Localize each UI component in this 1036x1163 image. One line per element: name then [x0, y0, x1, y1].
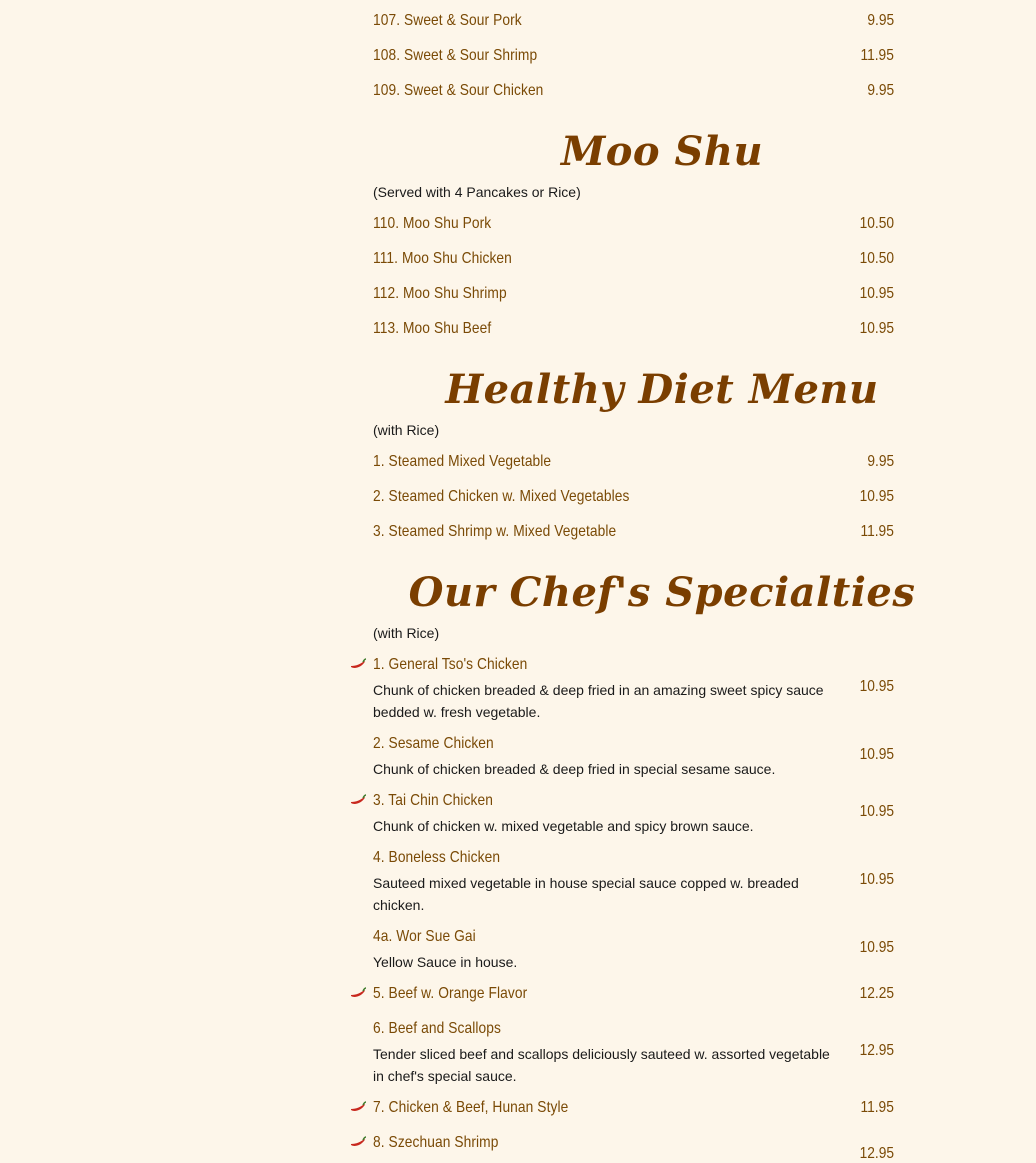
- item-price: 10.95: [859, 285, 894, 302]
- item-price: 10.95: [859, 678, 894, 695]
- chili-pepper-icon: [349, 1101, 367, 1113]
- item-name: 1. General Tso's Chicken: [373, 656, 528, 673]
- item-description: Yellow Sauce in house.: [373, 954, 518, 970]
- menu-item: [373, 82, 894, 104]
- item-price: 10.95: [859, 871, 894, 888]
- item-name: 3. Steamed Shrimp w. Mixed Vegetable: [373, 523, 617, 540]
- section-note: (with Rice): [373, 422, 440, 438]
- item-name: 7. Chicken & Beef, Hunan Style: [373, 1099, 569, 1116]
- menu-item: [373, 792, 894, 836]
- chili-pepper-icon: [349, 794, 367, 806]
- item-price: 12.25: [859, 985, 894, 1002]
- menu-item: [373, 47, 894, 69]
- item-price: 10.95: [859, 488, 894, 505]
- item-price: 9.95: [867, 82, 894, 99]
- item-price: 9.95: [867, 12, 894, 29]
- item-price: 10.95: [859, 803, 894, 820]
- menu-item: [373, 215, 894, 237]
- item-price: 10.95: [859, 746, 894, 763]
- section-title-healthy-diet: Healthy Diet Menu: [445, 366, 879, 413]
- item-price: 10.95: [859, 939, 894, 956]
- item-description: Chunk of chicken w. mixed vegetable and spicy brown sauce.: [373, 818, 754, 834]
- item-description: Chunk of chicken breaded & deep fried in an amazing sweet spicy sauce bedded w. fresh vegetable.: [373, 682, 824, 720]
- menu-item: [373, 250, 894, 272]
- item-description: Chunk of chicken breaded & deep fried in special sesame sauce.: [373, 761, 776, 777]
- item-name: 4. Boneless Chicken: [373, 849, 501, 866]
- item-price: 12.95: [859, 1145, 894, 1162]
- menu-item: [373, 285, 894, 307]
- item-name: 3. Tai Chin Chicken: [373, 792, 493, 809]
- section-note: (Served with 4 Pancakes or Rice): [373, 184, 581, 200]
- item-name: 111. Moo Shu Chicken: [373, 250, 512, 267]
- item-name: 109. Sweet & Sour Chicken: [373, 82, 544, 99]
- item-price: 10.95: [859, 320, 894, 337]
- item-name: 2. Steamed Chicken w. Mixed Vegetables: [373, 488, 630, 505]
- item-name: 4a. Wor Sue Gai: [373, 928, 476, 945]
- chili-pepper-icon: [349, 1136, 367, 1148]
- menu-item: [373, 453, 894, 475]
- item-name: 5. Beef w. Orange Flavor: [373, 985, 528, 1002]
- item-name: 1. Steamed Mixed Vegetable: [373, 453, 552, 470]
- menu-item: [373, 488, 894, 510]
- menu-item: [373, 849, 894, 915]
- item-name: 112. Moo Shu Shrimp: [373, 285, 507, 302]
- item-name: 8. Szechuan Shrimp: [373, 1134, 499, 1151]
- menu-item: [373, 656, 894, 722]
- item-price: 9.95: [867, 453, 894, 470]
- menu-item: [373, 320, 894, 342]
- item-name: 107. Sweet & Sour Pork: [373, 12, 522, 29]
- item-price: 10.50: [859, 215, 894, 232]
- item-price: 11.95: [860, 1099, 894, 1116]
- menu-item: [373, 12, 894, 34]
- item-name: 110. Moo Shu Pork: [373, 215, 492, 232]
- menu-item: [373, 1134, 894, 1162]
- item-price: 12.95: [859, 1042, 894, 1059]
- menu-item: [373, 523, 894, 545]
- item-name: 113. Moo Shu Beef: [373, 320, 492, 337]
- item-name: 6. Beef and Scallops: [373, 1020, 501, 1037]
- item-description: Sauteed mixed vegetable in house special sauce copped w. breaded chicken.: [373, 875, 799, 913]
- item-price: 10.50: [859, 250, 894, 267]
- section-title-chef-specialties: Our Chef's Specialties: [408, 569, 916, 616]
- section-note: (with Rice): [373, 625, 440, 641]
- chili-pepper-icon: [349, 987, 367, 999]
- item-name: 108. Sweet & Sour Shrimp: [373, 47, 538, 64]
- chili-pepper-icon: [349, 658, 367, 670]
- section-title-moo-shu: Moo Shu: [560, 128, 764, 175]
- item-price: 11.95: [860, 523, 894, 540]
- menu-item: [373, 1020, 894, 1086]
- menu-item: [373, 1099, 894, 1121]
- item-price: 11.95: [860, 47, 894, 64]
- item-name: 2. Sesame Chicken: [373, 735, 494, 752]
- menu-item: [373, 735, 894, 779]
- menu-item: [373, 985, 894, 1007]
- menu-item: [373, 928, 894, 972]
- item-description: Tender sliced beef and scallops deliciously sauteed w. assorted vegetable in chef's special sauce.: [373, 1046, 830, 1084]
